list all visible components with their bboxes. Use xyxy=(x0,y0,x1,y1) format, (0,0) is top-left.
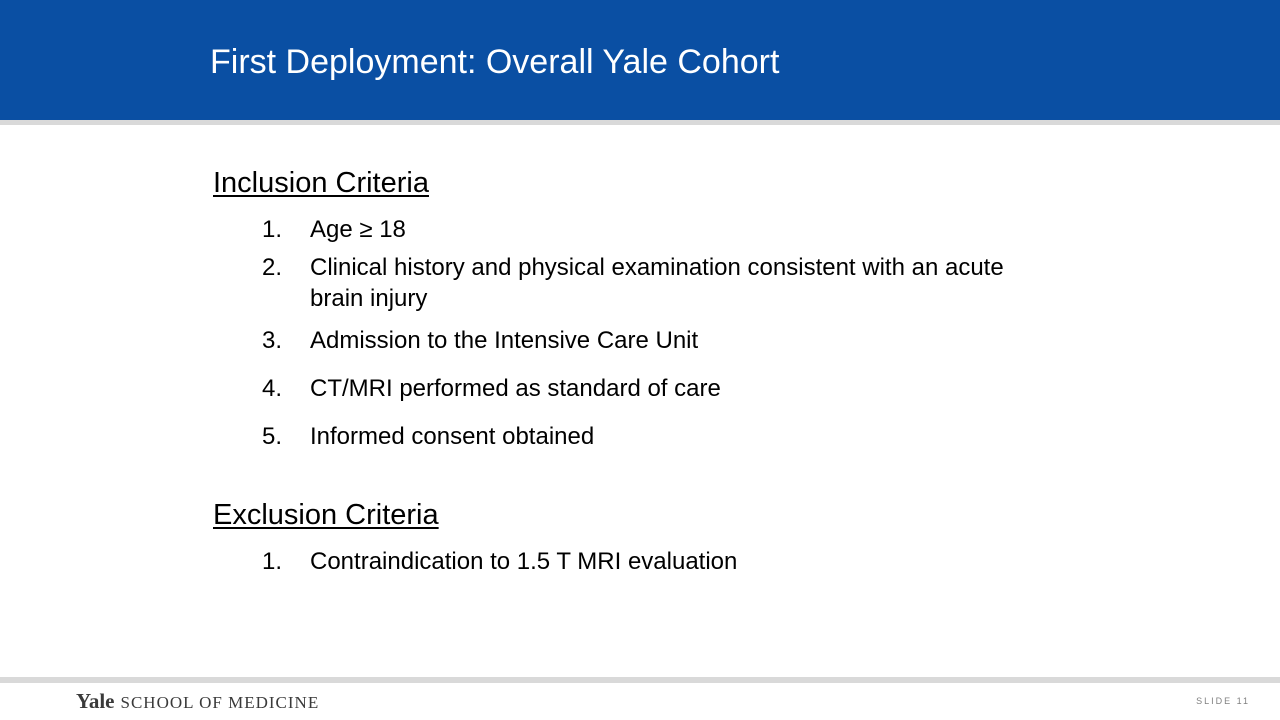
logo-school-wordmark: SCHOOL OF MEDICINE xyxy=(120,693,320,712)
list-item-text: CT/MRI performed as standard of care xyxy=(310,375,721,402)
exclusion-item-1 xyxy=(262,546,1022,577)
inclusion-item-1 xyxy=(262,214,1022,245)
exclusion-criteria-heading: Exclusion Criteria xyxy=(213,499,439,531)
title-bar-divider xyxy=(0,120,1280,125)
inclusion-criteria-heading: Inclusion Criteria xyxy=(213,167,429,199)
list-number: 4. xyxy=(262,375,283,402)
list-item-text: Informed consent obtained xyxy=(310,423,595,450)
footer-divider xyxy=(0,677,1280,683)
list-item-text: Admission to the Intensive Care Unit xyxy=(310,327,699,354)
inclusion-item-2 xyxy=(262,252,1022,314)
list-number: 3. xyxy=(262,327,283,354)
inclusion-item-3 xyxy=(262,325,1022,356)
list-item-text: Age ≥ 18 xyxy=(310,216,406,243)
logo-yale-wordmark: Yale xyxy=(76,689,115,713)
list-item-text: Clinical history and physical examination consistent with an acute brain injury xyxy=(310,254,1004,312)
list-number: 2. xyxy=(262,254,283,281)
inclusion-item-5 xyxy=(262,421,1022,452)
list-number: 5. xyxy=(262,423,283,450)
list-number: 1. xyxy=(262,216,283,243)
list-item-text: Contraindication to 1.5 T MRI evaluation xyxy=(310,548,738,575)
list-number: 1. xyxy=(262,548,283,575)
slide-number: SLIDE 11 xyxy=(1196,696,1250,706)
slide-title: First Deployment: Overall Yale Cohort xyxy=(210,43,780,81)
yale-school-of-medicine-logo xyxy=(76,689,319,714)
inclusion-item-4 xyxy=(262,373,1022,404)
